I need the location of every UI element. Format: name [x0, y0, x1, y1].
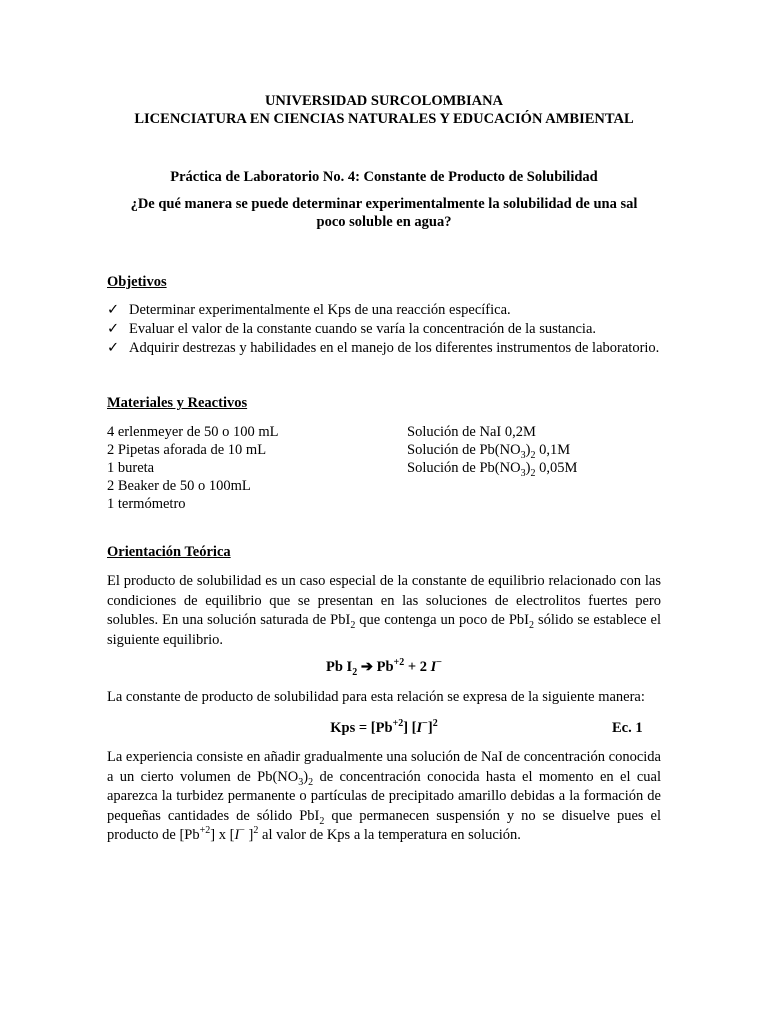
university-title: UNIVERSIDAD SURCOLOMBIANA	[264, 93, 504, 109]
material-item: 1 termómetro	[107, 496, 186, 512]
reagent-item: Solución de $Pb(NO_3)_2$ 0,05M	[407, 460, 578, 479]
program-title: LICENCIATURA EN CIENCIAS NATURALES Y EDUCACIÓN AMBIENTAL	[134, 111, 634, 127]
objective-item: ✓ Determinar experimentalmente el Kps de una reacción específica.	[107, 302, 511, 318]
reagents-list	[407, 423, 577, 477]
equilibrium-equation: Pb $I_2$ ➔ $Pb^{+2} + 2$ I−	[326, 657, 442, 678]
material-item: 2 Pipetas aforada de 10 mL	[107, 442, 267, 458]
theory-paragraph-3: La experiencia consiste en añadir gradualmente una solución de NaI de concentración conocida a un cierto volumen de $Pb(NO_3)_2$ de concentración conocida hasta el momento en el cual aparezca la turbidez permanente o partículas de precipitado amarillo debidas a la formación de pequeñas cantidades de sólido PbI$_2$ que permanecen suspensión y no se disuelve pues el producto de $[Pb^{+2}]$ x [I− ]$^2$ al valor de Kps a la temperatura en solución.	[107, 749, 662, 843]
practice-title: Práctica de Laboratorio No. 4: Constante de Producto de Solubilidad	[170, 169, 598, 185]
check-icon: ✓	[107, 340, 120, 356]
check-icon: ✓	[107, 302, 120, 318]
theory-paragraph-1: El producto de solubilidad es un caso especial de la constante de equilibrio relacionado con las condiciones de equilibrio que se presentan en las soluciones de electrolitos fuertes pero solubles. En una solución saturada de PbI$_2$ que contenga un poco de PbI$_2$ sólido se establece el siguiente equilibrio.	[107, 573, 661, 648]
check-icon: ✓	[107, 321, 120, 337]
practice-question-line1: ¿De qué manera se puede determinar experimentalmente la solubilidad de una sal	[130, 196, 638, 212]
theory-paragraph-2: La constante de producto de solubilidad para esta relación se expresa de la siguiente manera:	[107, 689, 645, 705]
materials-heading: Materiales y Reactivos	[107, 395, 248, 411]
practice-question-line2: poco soluble en agua?	[316, 214, 452, 230]
objectives-heading: Objetivos	[107, 274, 167, 290]
equation-label: Ec. 1	[612, 720, 643, 736]
objective-item: ✓ Adquirir destrezas y habilidades en el manejo de los diferentes instrumentos de laboratorio.	[107, 340, 660, 356]
material-item: 4 erlenmeyer de 50 o 100 mL	[107, 424, 279, 440]
reagent-item: Solución de $Pb(NO_3)_2$ 0,1M	[407, 442, 571, 461]
material-item: 1 bureta	[107, 460, 155, 476]
materials-list	[107, 423, 279, 513]
reagent-item: Solución de NaI 0,2M	[407, 424, 536, 440]
theory-heading: Orientación Teórica	[107, 544, 231, 560]
material-item: 2 Beaker de 50 o 100mL	[107, 478, 251, 494]
kps-equation: Kps = $[Pb^{+2}]$ $[I^-]^2$	[330, 718, 438, 736]
objective-item: ✓ Evaluar el valor de la constante cuando se varía la concentración de la sustancia.	[107, 321, 597, 337]
